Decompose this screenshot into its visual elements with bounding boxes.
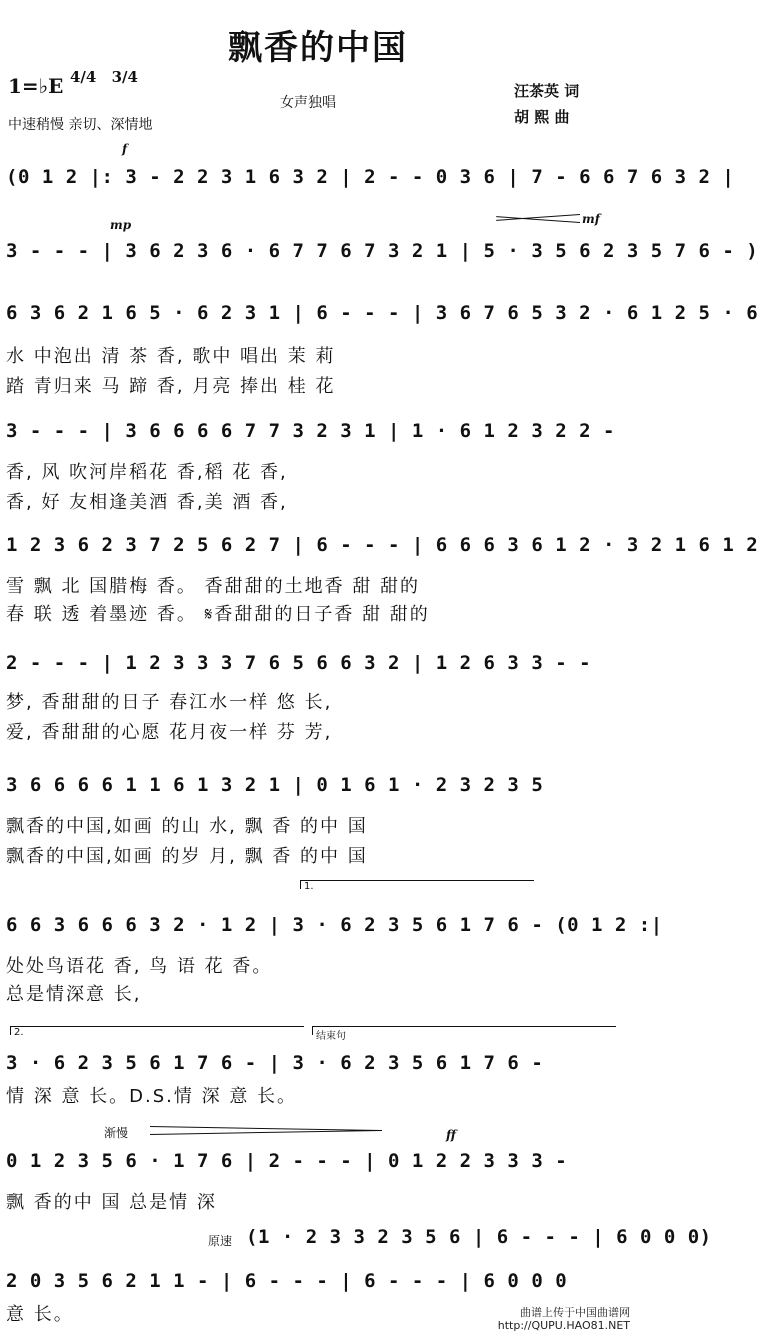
- lyric-line-12: 意 长。: [6, 1304, 74, 1325]
- footer-site: 曲谱上传于中国曲谱网: [520, 1306, 630, 1319]
- a-tempo-marking: 原速: [208, 1234, 233, 1248]
- lyric-line-5-verse-2: 春 联 透 着墨迹 香。 𝄋香甜甜的日子香 甜 甜的: [6, 604, 430, 625]
- score-line-5: 1 2 3 6 2 3 7 2 5 6 2 7 | 6 - - - | 6 6 6 3 6 1 2 · 3 2 1 6 1 2: [6, 534, 758, 556]
- score-line-2: 3 - - - | 3 6 2 3 6 · 6 7 7 6 7 3 2 1 | 5 · 3 5 6 2 3 5 7 6 - ): [6, 240, 758, 262]
- score-line-3: 6 3 6 2 1 6 5 · 6 2 3 1 | 6 - - - | 3 6 7 6 5 3 2 · 6 1 2 5 · 6: [6, 302, 758, 324]
- dynamic-mf: mf: [582, 212, 600, 226]
- score-line-1: (0 1 2 |: 3 - 2 2 3 1 6 3 2 | 2 - - 0 3 6 | 7 - 6 6 7 6 3 2 |: [6, 166, 735, 188]
- lyric-line-7-verse-2: 飘香的中国,如画 的岁 月, 飘 香 的中 国: [6, 846, 368, 867]
- key-signature: 1=♭E: [8, 74, 64, 98]
- page-title: 飘香的中国: [228, 28, 408, 68]
- lyric-line-10: 飘 香的中 国 总是情 深: [6, 1192, 217, 1213]
- dynamic-ff: ff: [446, 1128, 456, 1142]
- score-line-7: 3 6 6 6 6 1 1 6 1 3 2 1 | 0 1 6 1 · 2 3 2 3 5: [6, 774, 544, 796]
- lyric-line-6-verse-2: 爱, 香甜甜的心愿 花月夜一样 芬 芳,: [6, 722, 333, 743]
- lyric-line-3-verse-2: 踏 青归来 马 蹄 香, 月亮 捧出 桂 花: [6, 376, 336, 397]
- dynamic-f: f: [122, 142, 128, 156]
- lyric-line-4-verse-2: 香, 好 友相逢美酒 香,美 酒 香,: [6, 492, 288, 513]
- lyric-line-9: 情 深 意 长。D.S.情 深 意 长。: [6, 1086, 298, 1107]
- score-line-6: 2 - - - | 1 2 3 3 3 7 6 5 6 6 3 2 | 1 2 6 3 3 - -: [6, 652, 592, 674]
- lyric-line-8-verse-2: 总是情深意 长,: [6, 984, 142, 1005]
- dynamic-mp: mp: [110, 218, 132, 232]
- ending-2-bracket: [10, 1026, 304, 1038]
- credits: [514, 78, 579, 130]
- coda-label: 结束句: [316, 1031, 346, 1042]
- ritardando-marking: 渐慢: [104, 1126, 129, 1140]
- score-line-11: (1 · 2 3 3 2 3 5 6 | 6 - - - | 6 0 0 0): [246, 1226, 712, 1248]
- score-line-10: 0 1 2 3 5 6 · 1 7 6 | 2 - - - | 0 1 2 2 3 3 3 -: [6, 1150, 568, 1172]
- lyric-line-8-verse-1: 处处鸟语花 香, 鸟 语 花 香。: [6, 956, 273, 977]
- composer: 胡 熙 曲: [514, 108, 570, 126]
- lyric-line-5-verse-1: 雪 飘 北 国腊梅 香。 香甜甜的土地香 甜 甜的: [6, 576, 421, 597]
- score-line-12: 2 0 3 5 6 2 1 1 - | 6 - - - | 6 - - - | 6 0 0 0: [6, 1270, 568, 1292]
- lyric-line-3-verse-1: 水 中泡出 清 茶 香, 歌中 唱出 茉 莉: [6, 346, 336, 367]
- meter-3-4: 3/4: [111, 68, 138, 86]
- coda-bracket: [312, 1026, 616, 1042]
- tempo-marking: 中速稍慢 亲切、深情地: [8, 117, 153, 133]
- ending-1-label: 1.: [304, 881, 314, 892]
- lyricist: 汪茶英 词: [514, 82, 580, 100]
- lyric-line-7-verse-1: 飘香的中国,如画 的山 水, 飘 香 的中 国: [6, 816, 368, 837]
- meter-4-4: 4/4: [70, 68, 97, 86]
- score-line-4: 3 - - - | 3 6 6 6 6 7 7 3 2 3 1 | 1 · 6 1 2 3 2 2 -: [6, 420, 615, 442]
- time-signatures: [70, 70, 148, 84]
- rit-line-bottom: [150, 1130, 382, 1135]
- score-line-8: 6 6 3 6 6 6 3 2 · 1 2 | 3 · 6 2 3 5 6 1 7 6 - (0 1 2 :|: [6, 914, 663, 936]
- score-line-9: 3 · 6 2 3 5 6 1 7 6 - | 3 · 6 2 3 5 6 1 7 6 -: [6, 1052, 544, 1074]
- lyric-line-6-verse-1: 梦, 香甜甜的日子 春江水一样 悠 长,: [6, 692, 333, 713]
- watermark-footer: [498, 1306, 630, 1332]
- lyric-line-4-verse-1: 香, 风 吹河岸稻花 香,稻 花 香,: [6, 462, 288, 483]
- footer-url: http://QUPU.HAO81.NET: [497, 1319, 630, 1332]
- ending-1-bracket: [300, 880, 534, 892]
- ending-2-label: 2.: [14, 1027, 24, 1038]
- performance-note: 女声独唱: [280, 95, 336, 111]
